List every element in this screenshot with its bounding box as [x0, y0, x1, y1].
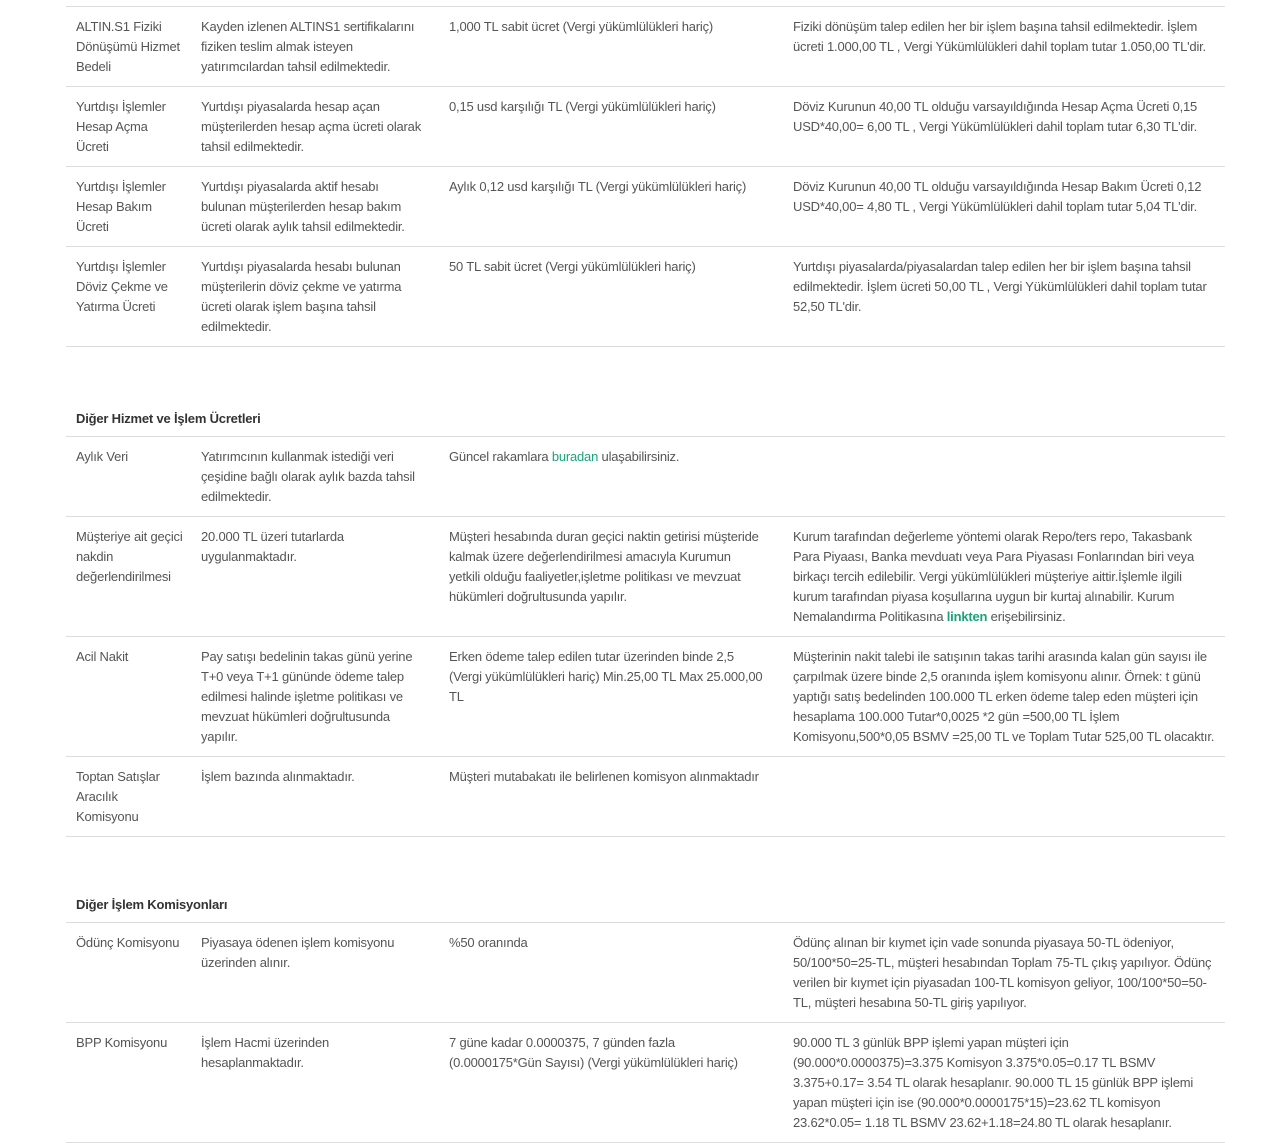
fee-example: Müşterinin nakit talebi ile satışının takas tarihi arasında kalan gün sayısı ile çarpılmak üzere binde 2,5 oranında işlem komisyonu alınır. Örnek: t günü yaptığı satış bedelinden 100.000 TL erken ödeme talep eden müşteri için hesaplama 100.000 Tutar*0,0025 *2 gün =500,00 TL İşlem Komisyonu,500*0,05 BSMV =25,00 TL ve Toplam Tutar 525,00 TL olacaktır. [777, 637, 1225, 757]
example-text: erişebilirsiniz. [987, 609, 1066, 624]
fee-amount: 50 TL sabit ücret (Vergi yükümlülükleri hariç) [433, 247, 777, 347]
fee-description: İşlem Hacmi üzerinden hesaplanmaktadır. [191, 1023, 433, 1143]
fee-description: Yurtdışı piyasalarda hesabı bulunan müşterilerin döviz çekme ve yatırma ücreti olarak işlem başına tahsil edilmektedir. [191, 247, 433, 347]
fee-example [777, 757, 1225, 837]
fee-amount: Müşteri hesabında duran geçici naktin getirisi müşteride kalmak üzere değerlendirilmesi amacıyla Kurumun yetkili olduğu faaliyetler,işletme politikası ve mevzuat hükümleri doğrultusunda yapılır. [433, 517, 777, 637]
fee-name: Acil Nakit [66, 637, 191, 757]
table-row [66, 1023, 1225, 1143]
section-title-other-commissions: Diğer İşlem Komisyonları [66, 893, 1225, 923]
fee-example: 90.000 TL 3 günlük BPP işlemi yapan müşteri için (90.000*0.0000375)=3.375 Komisyon 3.375*0.05=0.17 TL BSMV 3.375+0.17= 3.54 TL olarak hesaplanır. 90.000 TL 15 günlük BPP işlemi yapan müşteri için ise (90.000*0.0000175*15)=23.62 TL komisyon 23.62*0.05= 1.18 TL BSMV 23.62+1.18=24.80 TL olarak hesaplanır. [777, 1023, 1225, 1143]
fee-name: Yurtdışı İşlemler Hesap Açma Ücreti [66, 87, 191, 167]
fee-tables-container [66, 6, 1225, 1143]
table-row [66, 517, 1225, 637]
fee-example [777, 517, 1225, 637]
fee-amount [433, 437, 777, 517]
fee-text: Güncel rakamlara [449, 449, 552, 464]
fee-amount: 7 güne kadar 0.0000375, 7 günden fazla (0.0000175*Gün Sayısı) (Vergi yükümlülükleri hariç) [433, 1023, 777, 1143]
fee-description: İşlem bazında alınmaktadır. [191, 757, 433, 837]
fee-name: Ödünç Komisyonu [66, 923, 191, 1023]
table-row [66, 7, 1225, 87]
fee-example [777, 437, 1225, 517]
table-row [66, 247, 1225, 347]
other-services-table [66, 437, 1225, 837]
fee-description: 20.000 TL üzeri tutarlarda uygulanmaktadır. [191, 517, 433, 637]
table-row [66, 437, 1225, 517]
example-text: Kurum tarafından değerleme yöntemi olarak Repo/ters repo, Takasbank Para Piyaası, Banka mevduatı veya Para Piyasası Fonlarından biri veya birkaçı tercih edilebilir. Vergi yükümlülükleri müşteriye aittir.İşlemle ilgili kurum tarafından piyasa koşullarına uygun bir kurtaj alınabilir. Kurum Nemalandırma Politikasına [793, 529, 1194, 624]
section-title-other-services: Diğer Hizmet ve İşlem Ücretleri [66, 407, 1225, 437]
fee-description: Piyasaya ödenen işlem komisyonu üzerinden alınır. [191, 923, 433, 1023]
fee-example: Fiziki dönüşüm talep edilen her bir işlem başına tahsil edilmektedir. İşlem ücreti 1.000,00 TL , Vergi Yükümlülükleri dahil toplam tutar 1.050,00 TL'dir. [777, 7, 1225, 87]
other-commissions-table [66, 923, 1225, 1143]
fee-amount: Müşteri mutabakatı ile belirlenen komisyon alınmaktadır [433, 757, 777, 837]
fee-amount: Erken ödeme talep edilen tutar üzerinden binde 2,5 (Vergi yükümlülükleri hariç) Min.25,00 TL Max 25.000,00 TL [433, 637, 777, 757]
table-row [66, 757, 1225, 837]
fee-description: Kayden izlenen ALTINS1 sertifikalarını fiziken teslim almak isteyen yatırımcılardan tahsil edilmektedir. [191, 7, 433, 87]
fee-name: Müşteriye ait geçici nakdin değerlendirilmesi [66, 517, 191, 637]
table-row [66, 167, 1225, 247]
table-row [66, 923, 1225, 1023]
fee-text: ulaşabilirsiniz. [598, 449, 680, 464]
fee-name: BPP Komisyonu [66, 1023, 191, 1143]
fee-description: Yurtdışı piyasalarda aktif hesabı bulunan müşterilerden hesap bakım ücreti olarak aylık tahsil edilmektedir. [191, 167, 433, 247]
fees-table [66, 6, 1225, 347]
fee-example: Yurtdışı piyasalarda/piyasalardan talep edilen her bir işlem başına tahsil edilmektedir. İşlem ücreti 50,00 TL , Vergi Yükümlülükleri dahil toplam tutar 52,50 TL'dir. [777, 247, 1225, 347]
fee-name: Toptan Satışlar Aracılık Komisyonu [66, 757, 191, 837]
fee-description: Yurtdışı piyasalarda hesap açan müşterilerden hesap açma ücreti olarak tahsil edilmektedir. [191, 87, 433, 167]
table-row [66, 637, 1225, 757]
fee-description: Yatırımcının kullanmak istediği veri çeşidine bağlı olarak aylık bazda tahsil edilmektedir. [191, 437, 433, 517]
fee-name: Yurtdışı İşlemler Döviz Çekme ve Yatırma Ücreti [66, 247, 191, 347]
fee-example: Döviz Kurunun 40,00 TL olduğu varsayıldığında Hesap Bakım Ücreti 0,12 USD*40,00= 4,80 TL , Vergi Yükümlülükleri dahil toplam tutar 5,04 TL'dir. [777, 167, 1225, 247]
linkten-link[interactable]: linkten [946, 609, 988, 624]
fee-example: Döviz Kurunun 40,00 TL olduğu varsayıldığında Hesap Açma Ücreti 0,15 USD*40,00= 6,00 TL , Vergi Yükümlülükleri dahil toplam tutar 6,30 TL'dir. [777, 87, 1225, 167]
fee-name: Yurtdışı İşlemler Hesap Bakım Ücreti [66, 167, 191, 247]
fee-amount: Aylık 0,12 usd karşılığı TL (Vergi yükümlülükleri hariç) [433, 167, 777, 247]
table-row [66, 87, 1225, 167]
fee-name: ALTIN.S1 Fiziki Dönüşümü Hizmet Bedeli [66, 7, 191, 87]
buradan-link[interactable]: buradan [551, 449, 599, 464]
fee-amount: %50 oranında [433, 923, 777, 1023]
fee-amount: 1,000 TL sabit ücret (Vergi yükümlülükleri hariç) [433, 7, 777, 87]
fee-description: Pay satışı bedelinin takas günü yerine T+0 veya T+1 gününde ödeme talep edilmesi halinde işletme politikası ve mevzuat hükümleri doğrultusunda yapılır. [191, 637, 433, 757]
fee-name: Aylık Veri [66, 437, 191, 517]
fee-example: Ödünç alınan bir kıymet için vade sonunda piyasaya 50-TL ödeniyor, 50/100*50=25-TL, müşteri hesabından Toplam 75-TL çıkış yapılıyor. Ödünç verilen bir kıymet için piyasadan 100-TL komisyon geliyor, 100/100*50=50-TL, müşteri hesabına 50-TL giriş yapılıyor. [777, 923, 1225, 1023]
fee-amount: 0,15 usd karşılığı TL (Vergi yükümlülükleri hariç) [433, 87, 777, 167]
